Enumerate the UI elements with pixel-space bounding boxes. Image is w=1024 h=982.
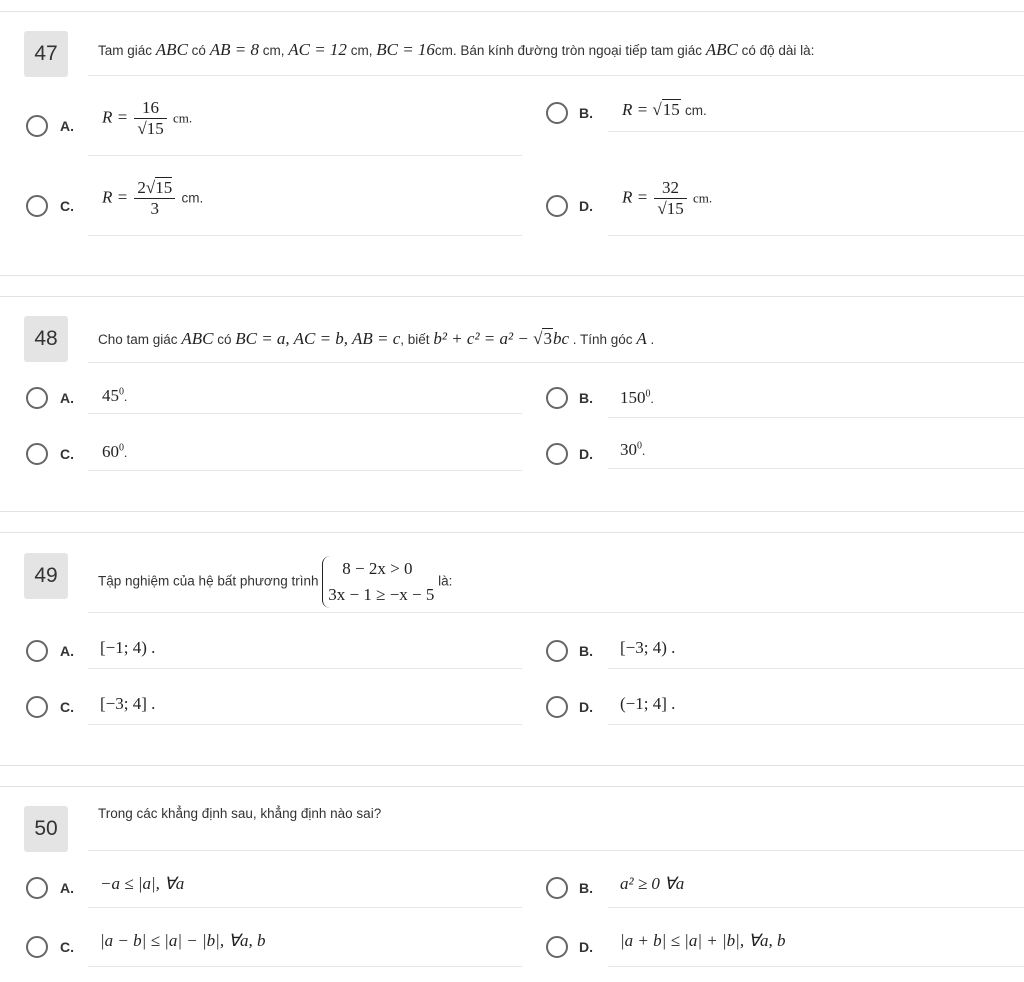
radio-button[interactable] <box>26 195 48 217</box>
radio-button[interactable] <box>26 115 48 137</box>
option-value: [−3; 4] . <box>100 694 156 713</box>
option-underline <box>88 470 522 471</box>
option-letter: D. <box>579 939 593 955</box>
math-ab: AB = 8 <box>209 40 259 59</box>
option-underline <box>88 155 522 156</box>
option-value: [−1; 4) . <box>100 638 156 657</box>
option-underline <box>608 907 1024 908</box>
option-underline <box>88 668 522 669</box>
dot: . <box>124 445 128 460</box>
value: 30 <box>620 440 637 459</box>
question-underline <box>88 75 1024 76</box>
dot: . <box>124 389 128 404</box>
radio-button[interactable] <box>26 387 48 409</box>
option-content <box>102 178 203 219</box>
math-ac: AC = 12 <box>288 40 347 59</box>
option-underline <box>608 724 1024 725</box>
degree: 0 <box>637 440 642 452</box>
radio-button[interactable] <box>546 696 568 718</box>
option-letter: A. <box>60 643 74 659</box>
math-triangle: ABC <box>155 40 188 59</box>
unit-cm: cm, <box>262 43 285 58</box>
text-prefix: Cho tam giác <box>98 332 178 347</box>
radicand: 15 <box>155 178 173 197</box>
fraction <box>654 178 686 219</box>
question-underline <box>88 362 1024 363</box>
square-root: √15 <box>652 100 680 119</box>
text-end: có độ dài là: <box>741 43 815 58</box>
text-dot: . <box>650 332 655 347</box>
option-letter: C. <box>60 198 74 214</box>
numerator: 2√15 <box>134 178 175 199</box>
radio-button[interactable] <box>546 102 568 124</box>
radio-button[interactable] <box>26 696 48 718</box>
option-value: |a + b| ≤ |a| + |b|, ∀a, b <box>620 931 786 950</box>
radio-button[interactable] <box>26 640 48 662</box>
inequality-1: 8 − 2x > 0 <box>342 559 413 578</box>
math-bc: BC = 16 <box>376 40 435 59</box>
denominator: 3 <box>150 199 160 218</box>
option-letter: C. <box>60 446 74 462</box>
question-number: 50 <box>24 806 68 852</box>
radicand: 15 <box>666 199 684 218</box>
numerator: 32 <box>654 178 686 199</box>
divider <box>0 296 1024 297</box>
text-co: có <box>191 43 206 58</box>
option-content <box>102 442 127 462</box>
option-underline <box>88 413 522 414</box>
radio-button[interactable] <box>546 936 568 958</box>
coefficient: 2 <box>137 178 146 197</box>
option-content <box>102 98 192 139</box>
option-value: [−3; 4) . <box>620 638 676 657</box>
unit: cm. <box>684 103 707 118</box>
option-content <box>622 178 712 219</box>
option-value: (−1; 4] . <box>620 694 676 713</box>
option-letter: C. <box>60 699 74 715</box>
dot: . <box>650 391 654 406</box>
math-triangle: ABC <box>705 40 738 59</box>
question-number: 48 <box>24 316 68 362</box>
option-underline <box>608 235 1024 236</box>
value: 45 <box>102 386 119 405</box>
text-biet: , biết <box>400 332 430 347</box>
text-prefix: Tập nghiệm của hệ bất phương trình <box>98 573 319 589</box>
dot: . <box>642 443 646 458</box>
option-underline <box>608 417 1024 418</box>
question-number: 49 <box>24 553 68 599</box>
unit-cm: cm, <box>350 43 373 58</box>
math-lhs: R = <box>102 187 129 207</box>
option-underline <box>88 724 522 725</box>
option-letter: D. <box>579 699 593 715</box>
divider <box>0 511 1024 512</box>
math-condition: b² + c² = a² − <box>433 329 534 348</box>
radio-button[interactable] <box>26 936 48 958</box>
option-letter: C. <box>60 939 74 955</box>
math-triangle: ABC <box>181 329 214 348</box>
option-letter: B. <box>579 390 593 406</box>
denominator: √15 <box>657 199 684 218</box>
option-letter: B. <box>579 643 593 659</box>
divider <box>0 765 1024 766</box>
option-letter: A. <box>60 390 74 406</box>
text-suffix: cm. Bán kính đường tròn ngoại tiếp tam giác <box>434 43 702 58</box>
fraction <box>134 178 175 219</box>
option-letter: D. <box>579 446 593 462</box>
radio-button[interactable] <box>546 877 568 899</box>
radicand: 15 <box>662 100 680 119</box>
text-end: là: <box>438 573 453 589</box>
math-angle: A <box>636 329 647 348</box>
radio-button[interactable] <box>26 443 48 465</box>
math-lhs: R = <box>102 107 129 127</box>
option-letter: A. <box>60 118 74 134</box>
divider <box>0 275 1024 276</box>
option-value: |a − b| ≤ |a| − |b|, ∀a, b <box>100 931 266 950</box>
option-value: a² ≥ 0 ∀a <box>620 874 685 893</box>
option-content <box>102 386 127 406</box>
text-tinh: . Tính góc <box>572 332 633 347</box>
radicand: 3 <box>543 329 552 348</box>
radicand: 15 <box>146 119 164 138</box>
question-text <box>98 329 654 349</box>
option-underline <box>608 468 1024 469</box>
question-underline <box>88 612 1024 613</box>
option-letter: B. <box>579 880 593 896</box>
radio-button[interactable] <box>546 195 568 217</box>
option-underline <box>608 668 1024 669</box>
inequality-2: 3x − 1 ≥ −x − 5 <box>328 585 435 604</box>
option-underline <box>608 966 1024 967</box>
radio-button[interactable] <box>546 443 568 465</box>
unit: cm. <box>181 190 204 206</box>
option-letter: D. <box>579 198 593 214</box>
option-underline <box>88 907 522 908</box>
degree: 0 <box>119 442 124 454</box>
question-text: Trong các khẳng định sau, khẳng định nào sai? <box>98 806 382 821</box>
radio-button[interactable] <box>546 640 568 662</box>
divider <box>0 532 1024 533</box>
option-content <box>620 440 645 460</box>
text-prefix: Tam giác <box>98 43 153 58</box>
degree: 0 <box>645 388 651 400</box>
divider <box>0 786 1024 787</box>
radio-button[interactable] <box>546 387 568 409</box>
question-underline <box>88 850 1024 851</box>
option-content <box>622 100 707 120</box>
square-root: √3 <box>533 329 552 348</box>
numerator: 16 <box>134 98 166 119</box>
text-co: có <box>217 332 232 347</box>
option-content <box>620 388 654 408</box>
option-letter: A. <box>60 880 74 896</box>
math-lhs: R = <box>622 187 649 207</box>
value: 60 <box>102 442 119 461</box>
math-sides: BC = a, AC = b, AB = c <box>235 329 401 348</box>
option-underline <box>88 235 522 236</box>
radio-button[interactable] <box>26 877 48 899</box>
question-text <box>98 556 452 608</box>
divider <box>0 11 1024 12</box>
fraction <box>134 98 166 139</box>
math-lhs: R = <box>622 100 649 119</box>
math-condition-end: bc <box>552 329 569 348</box>
question-text <box>98 40 814 60</box>
unit: cm. <box>692 190 713 206</box>
option-underline <box>88 966 522 967</box>
denominator: √15 <box>137 119 164 138</box>
option-letter: B. <box>579 105 593 121</box>
unit: cm. <box>172 110 193 126</box>
inequality-system <box>322 556 434 608</box>
degree: 0 <box>119 386 124 398</box>
question-number: 47 <box>24 31 68 77</box>
option-value: −a ≤ |a|, ∀a <box>100 874 185 893</box>
value: 150 <box>620 388 646 407</box>
option-underline <box>608 131 1024 132</box>
